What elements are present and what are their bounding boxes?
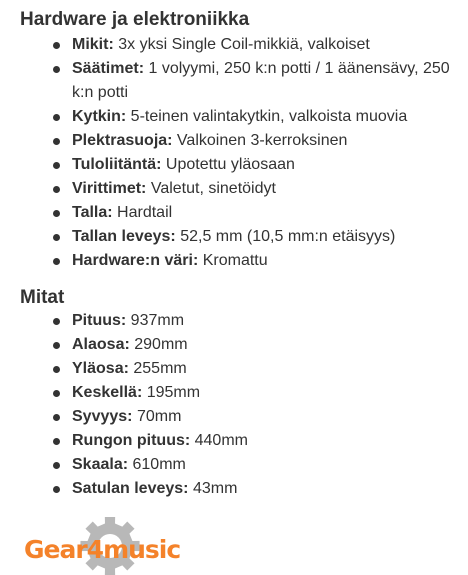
bullet [53,486,60,493]
spec-item-syvyys [0,405,468,429]
spec-item-hardware-vari [0,249,468,273]
spec-value: 440mm [190,432,248,449]
spec-item-satulan-leveys [0,477,468,501]
spec-key: Säätimet: [72,60,145,77]
bullet [53,366,60,373]
bullet [53,138,60,145]
spec-value: Hardtail [112,204,173,221]
spec-value: Valetut, sinetöidyt [146,180,276,197]
spec-value: Kromattu [198,252,268,269]
mitat-spec-list [0,309,468,501]
bullet [53,258,60,265]
section-title-mitat: Mitat [20,287,65,308]
spec-item-skaala [0,453,468,477]
bullet [53,462,60,469]
spec-key: Syvyys: [72,408,133,425]
spec-value: 70mm [132,408,182,425]
spec-value: 1 volyymi, 250 k:n potti / 1 äänensävy, 250 k:n potti [72,60,450,101]
bullet [53,414,60,421]
spec-key: Keskellä: [72,384,143,401]
section-title-hardware: Hardware ja elektroniikka [20,9,250,30]
spec-key: Talla: [72,204,113,221]
spec-value: Upotettu yläosaan [161,156,295,173]
spec-item-alaosa [0,333,468,357]
spec-value: 290mm [129,336,188,353]
spec-item-tuloliitanta [0,153,468,177]
spec-value: Valkoinen 3-kerroksinen [172,132,348,149]
bullet [53,390,60,397]
spec-item-saatimet [0,57,468,105]
spec-item-ylaosa [0,357,468,381]
spec-key: Virittimet: [72,180,147,197]
spec-item-pituus [0,309,468,333]
bullet [53,42,60,49]
spec-key: Yläosa: [72,360,129,377]
bullet [53,342,60,349]
spec-key: Alaosa: [72,336,130,353]
spec-value: 610mm [128,456,186,473]
bullet [53,186,60,193]
spec-value: 195mm [142,384,201,401]
bullet [53,438,60,445]
bullet [53,66,60,73]
bullet [53,162,60,169]
spec-value: 5-teinen valintakytkin, valkoista muovia [126,108,408,125]
spec-key: Rungon pituus: [72,432,191,449]
spec-item-tallan-leveys [0,225,468,249]
spec-key: Mikit: [72,36,114,53]
bullet [53,210,60,217]
spec-value: 52,5 mm (10,5 mm:n etäisyys) [175,228,396,245]
bullet [53,234,60,241]
spec-key: Kytkin: [72,108,127,125]
spec-value: 255mm [128,360,187,377]
spec-key: Pituus: [72,312,127,329]
bullet [53,114,60,121]
spec-item-virittimet [0,177,468,201]
spec-key: Tallan leveys: [72,228,176,245]
spec-item-kytkin [0,105,468,129]
spec-key: Plektrasuoja: [72,132,173,149]
spec-item-mikit [0,33,468,57]
spec-key: Skaala: [72,456,129,473]
spec-key: Hardware:n väri: [72,252,199,269]
spec-value: 937mm [126,312,185,329]
spec-item-keskella [0,381,468,405]
bullet [53,318,60,325]
logo-text: Gear4music [24,535,181,564]
hardware-spec-list [0,33,468,273]
gear4music-logo [22,517,202,575]
spec-item-plektrasuoja [0,129,468,153]
spec-item-rungon-pituus [0,429,468,453]
spec-key: Tuloliitäntä: [72,156,162,173]
spec-value: 43mm [188,480,238,497]
spec-key: Satulan leveys: [72,480,189,497]
spec-value: 3x yksi Single Coil-mikkiä, valkoiset [113,36,370,53]
spec-item-talla [0,201,468,225]
